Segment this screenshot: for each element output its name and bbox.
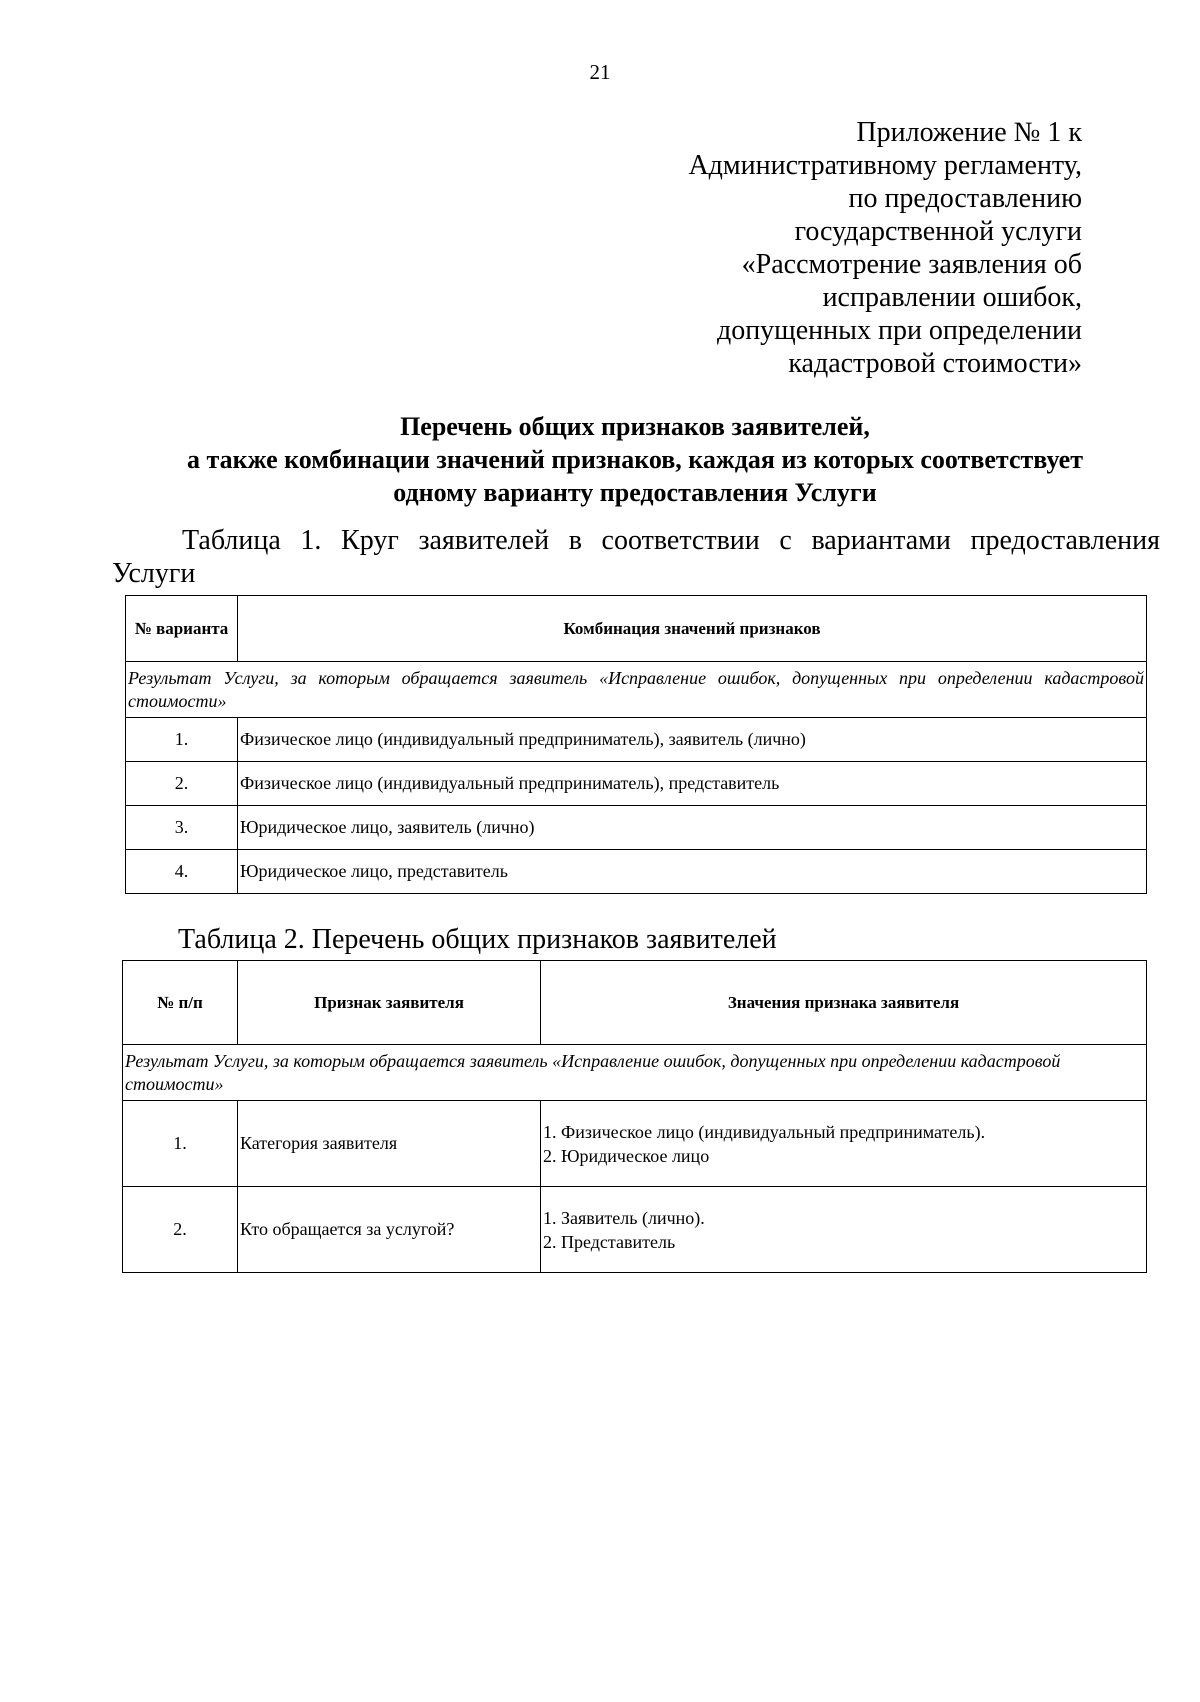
- appendix-line: допущенных при определении: [716, 315, 1082, 346]
- table-header-row: [123, 961, 1147, 1045]
- page-number: 21: [589, 60, 611, 84]
- feature-values: [541, 1101, 1147, 1187]
- table-row: [126, 850, 1147, 894]
- appendix-line: «Рассмотрение заявления об: [741, 249, 1082, 280]
- table-row: [123, 1187, 1147, 1273]
- combination-text: Физическое лицо (индивидуальный предприниматель), заявитель (лично): [238, 718, 1147, 762]
- result-text: Результат Услуги, за которым обращается заявитель «Исправление ошибок, допущенных при определении кадастровой стоимости»: [126, 662, 1147, 718]
- column-header-variant-number: № варианта: [126, 596, 238, 662]
- variant-number: 4.: [126, 850, 238, 894]
- table-row: [126, 718, 1147, 762]
- table1-caption-line2: Услуги: [112, 558, 196, 589]
- result-row: [126, 662, 1147, 718]
- feature-value: 1. Заявитель (лично).: [543, 1207, 705, 1228]
- applicant-variants-table: [125, 595, 1147, 894]
- column-header-values: Значения признака заявителя: [541, 961, 1147, 1045]
- table1-caption: [112, 524, 1160, 590]
- title-line: а также комбинации значений признаков, каждая из которых соответствует: [187, 445, 1083, 474]
- column-header-combination: Комбинация значений признаков: [238, 596, 1147, 662]
- variant-number: 1.: [126, 718, 238, 762]
- column-header-number: № п/п: [123, 961, 238, 1045]
- table2-caption: Таблица 2. Перечень общих признаков заявителей: [178, 924, 777, 955]
- column-header-feature: Признак заявителя: [238, 961, 541, 1045]
- combination-text: Юридическое лицо, заявитель (лично): [238, 806, 1147, 850]
- row-number: 1.: [123, 1101, 238, 1187]
- variant-number: 2.: [126, 762, 238, 806]
- table-row: [123, 1101, 1147, 1187]
- variant-number: 3.: [126, 806, 238, 850]
- title-line: Перечень общих признаков заявителей,: [400, 412, 870, 441]
- title-line: одному варианту предоставления Услуги: [393, 478, 877, 507]
- appendix-line: Приложение № 1 к: [856, 117, 1082, 148]
- feature-name: Кто обращается за услугой?: [238, 1187, 541, 1273]
- appendix-line: по предоставлению: [848, 183, 1082, 214]
- document-title: [110, 410, 1160, 509]
- combination-text: Юридическое лицо, представитель: [238, 850, 1147, 894]
- feature-value: 2. Юридическое лицо: [543, 1145, 710, 1166]
- combination-text: Физическое лицо (индивидуальный предприниматель), представитель: [238, 762, 1147, 806]
- feature-value: 2. Представитель: [543, 1231, 676, 1252]
- feature-values: [541, 1187, 1147, 1273]
- row-number: 2.: [123, 1187, 238, 1273]
- appendix-line: кадастровой стоимости»: [788, 348, 1082, 379]
- appendix-line: исправлении ошибок,: [822, 282, 1082, 313]
- result-row: [123, 1045, 1147, 1101]
- applicant-features-table: [122, 960, 1147, 1273]
- table-row: [126, 762, 1147, 806]
- feature-value: 1. Физическое лицо (индивидуальный предприниматель).: [543, 1121, 986, 1142]
- table-row: [126, 806, 1147, 850]
- appendix-header: [622, 116, 1082, 380]
- result-text: Результат Услуги, за которым обращается заявитель «Исправление ошибок, допущенных при определении кадастровой стоимости»: [123, 1045, 1147, 1101]
- appendix-line: Административному регламенту,: [688, 150, 1082, 181]
- appendix-line: государственной услуги: [794, 216, 1082, 247]
- table1-caption-line1: Таблица 1. Круг заявителей в соответствии с вариантами предоставления: [182, 525, 1160, 556]
- table-header-row: [126, 596, 1147, 662]
- feature-name: Категория заявителя: [238, 1101, 541, 1187]
